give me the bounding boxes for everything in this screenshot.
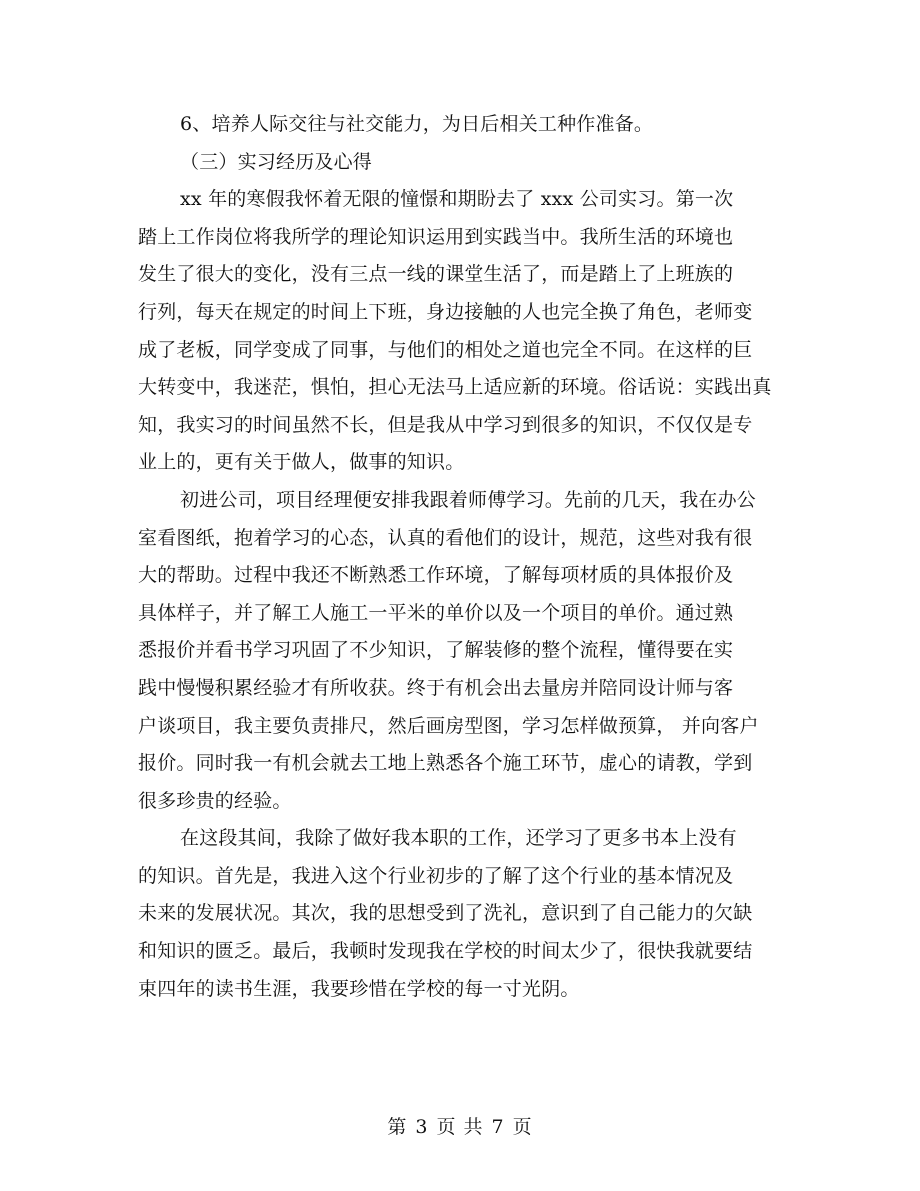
- paragraph-line: 践中慢慢积累经验才有所收获。终于有机会出去量房并陪同设计师与客: [138, 676, 734, 699]
- paragraph-line: 户谈项目，我主要负责排尺，然后画房型图，学习怎样做预算， 并向客户: [138, 714, 759, 737]
- paragraph-3: [138, 820, 780, 1008]
- page-footer: [0, 1112, 920, 1139]
- paragraph-line: 束四年的读书生涯，我要珍惜在学校的每一寸光阴。: [138, 977, 580, 1000]
- paragraph-line: 大的帮助。过程中我还不断熟悉工作环境，了解每项材质的具体报价及: [138, 564, 734, 587]
- paragraph-line: 具体样子，并了解工人施工一平米的单价以及一个项目的单价。通过熟: [138, 601, 734, 624]
- paragraph-line: 大转变中，我迷茫，惧怕，担心无法马上适应新的环境。俗话说：实践出真: [138, 376, 772, 399]
- section-heading-line: （三）实习经历及心得: [180, 150, 373, 173]
- current-page-number: 3: [415, 1116, 429, 1138]
- paragraph-line: 室看图纸，抱着学习的心态，认真的看他们的设计，规范，这些对我有很: [138, 526, 753, 549]
- paragraph-line: 知，我实习的时间虽然不长，但是我从中学习到很多的知识，不仅仅是专: [138, 413, 753, 436]
- paragraph-line: 和知识的匮乏。最后，我顿时发现我在学校的时间太少了，很快我就要结: [138, 940, 753, 963]
- paragraph-line: 很多珍贵的经验。: [138, 789, 292, 812]
- page-label-suffix: 页: [512, 1116, 533, 1138]
- list-item-6: [180, 106, 780, 144]
- paragraph-line: 悉报价并看书学习巩固了不少知识，了解装修的整个流程，懂得要在实: [138, 639, 734, 662]
- paragraph-line: 初进公司，项目经理便安排我跟着师傅学习。先前的几天，我在办公: [180, 488, 757, 511]
- paragraph-line: 报价。同时我一有机会就去工地上熟悉各个施工环节，虚心的请教，学到: [138, 752, 753, 775]
- paragraph-line: 行列，每天在规定的时间上下班，身边接触的人也完全换了角色，老师变: [138, 300, 753, 323]
- paragraph-line: xx 年的寒假我怀着无限的憧憬和期盼去了 xxx 公司实习。第一次: [180, 188, 734, 211]
- paragraph-line: 成了老板，同学变成了同事，与他们的相处之道也完全不同。在这样的巨: [138, 338, 753, 361]
- list-item-6-line: 6、培养人际交往与社交能力，为日后相关工种作准备。: [180, 113, 654, 135]
- page-label-prefix: 第: [387, 1116, 408, 1138]
- paragraph-line: 业上的，更有关于做人，做事的知识。: [138, 451, 465, 474]
- body-text: [138, 106, 780, 1008]
- paragraph-line: 未来的发展状况。其次，我的思想受到了洗礼，意识到了自己能力的欠缺: [138, 902, 753, 925]
- paragraph-2: [138, 482, 780, 820]
- paragraph-line: 在这段其间，我除了做好我本职的工作，还学习了更多书本上没有: [180, 827, 737, 850]
- paragraph-line: 的知识。首先是，我进入这个行业初步的了解了这个行业的基本情况及: [138, 864, 734, 887]
- page-label-mid: 页 共: [436, 1116, 484, 1138]
- paragraph-1: [138, 181, 780, 482]
- total-pages-number: 7: [491, 1116, 505, 1138]
- section-heading: [180, 144, 780, 182]
- paragraph-line: 发生了很大的变化，没有三点一线的课堂生活了，而是踏上了上班族的: [138, 263, 734, 286]
- paragraph-line: 踏上工作岗位将我所学的理论知识运用到实践当中。我所生活的环境也: [138, 225, 734, 248]
